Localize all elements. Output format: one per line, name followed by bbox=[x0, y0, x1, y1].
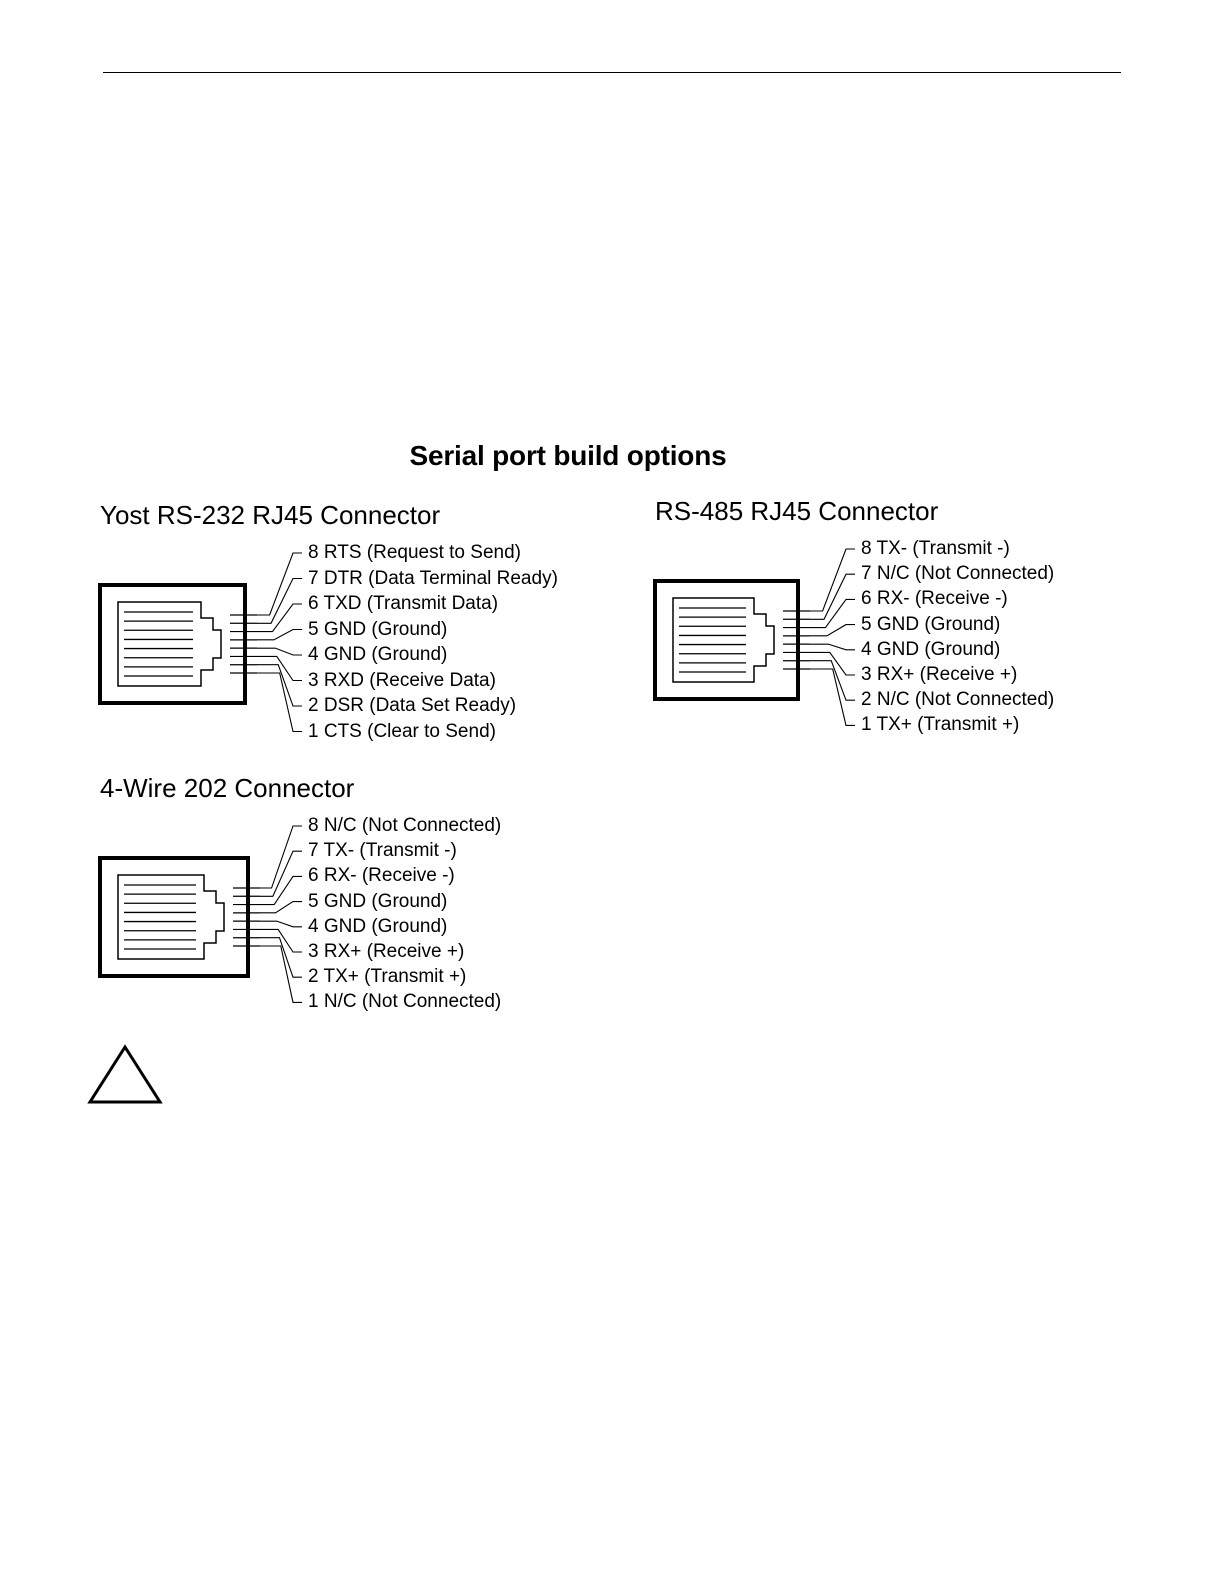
leader-line bbox=[260, 902, 302, 913]
leader-line bbox=[810, 625, 855, 636]
pin-label: 5 GND (Ground) bbox=[861, 613, 1001, 635]
pin-label: 4 GND (Ground) bbox=[308, 915, 448, 937]
leader-line bbox=[257, 648, 302, 655]
pin-label: 1 N/C (Not Connected) bbox=[308, 991, 502, 1013]
jack-socket bbox=[118, 602, 221, 686]
leader-line bbox=[257, 665, 302, 706]
pin-label: 6 TXD (Transmit Data) bbox=[308, 593, 499, 614]
pin-label: 2 TX+ (Transmit +) bbox=[308, 966, 467, 988]
leader-line bbox=[260, 938, 302, 977]
leader-line bbox=[260, 921, 302, 927]
leader-line bbox=[810, 644, 855, 650]
pin-label: 4 GND (Ground) bbox=[308, 644, 448, 665]
header-rule bbox=[103, 72, 1121, 73]
pin-label: 8 TX- (Transmit -) bbox=[861, 538, 1010, 559]
pin-label: 1 CTS (Clear to Send) bbox=[308, 720, 496, 742]
leader-line bbox=[257, 604, 302, 632]
pin-label: 8 N/C (Not Connected) bbox=[308, 815, 502, 836]
jack-socket bbox=[673, 598, 774, 682]
leader-line bbox=[257, 673, 302, 732]
fourwire-connector-title: 4-Wire 202 Connector bbox=[100, 773, 355, 803]
pin-label: 2 N/C (Not Connected) bbox=[861, 689, 1055, 711]
leader-line bbox=[810, 599, 855, 627]
leader-line bbox=[260, 946, 302, 1002]
pin-label: 7 DTR (Data Terminal Ready) bbox=[308, 567, 558, 589]
pin-label: 7 TX- (Transmit -) bbox=[308, 840, 457, 862]
leader-line bbox=[810, 669, 855, 725]
pin-label: 5 GND (Ground) bbox=[308, 890, 448, 912]
four-wire-202-connector bbox=[100, 773, 550, 1023]
rs485-rj45-connector bbox=[655, 496, 1105, 746]
leader-line bbox=[260, 876, 302, 904]
leader-line bbox=[257, 579, 302, 624]
pin-label: 1 TX+ (Transmit +) bbox=[861, 714, 1020, 736]
pin-label: 7 N/C (Not Connected) bbox=[861, 563, 1055, 585]
pin-label: 8 RTS (Request to Send) bbox=[308, 542, 521, 563]
pin-label: 6 RX- (Receive -) bbox=[308, 865, 455, 887]
pin-label: 3 RX+ (Receive +) bbox=[308, 941, 465, 962]
pin-label: 2 DSR (Data Set Ready) bbox=[308, 695, 517, 716]
pin-label: 3 RX+ (Receive +) bbox=[861, 664, 1018, 685]
pin-label: 5 GND (Ground) bbox=[308, 618, 448, 640]
yost-connector-title: Yost RS-232 RJ45 Connector bbox=[100, 500, 441, 530]
warning-triangle-icon bbox=[86, 1044, 164, 1111]
leader-line bbox=[810, 661, 855, 700]
pin-label: 6 RX- (Receive -) bbox=[861, 588, 1008, 610]
leader-line bbox=[260, 851, 302, 896]
rs485-connector-title: RS-485 RJ45 Connector bbox=[655, 496, 939, 526]
yost-rs232-connector bbox=[100, 500, 620, 750]
jack-socket bbox=[118, 875, 224, 959]
page-title: Serial port build options bbox=[409, 440, 727, 471]
pin-label: 4 GND (Ground) bbox=[861, 638, 1001, 660]
leader-line bbox=[810, 574, 855, 619]
pin-label: 3 RXD (Receive Data) bbox=[308, 669, 496, 691]
